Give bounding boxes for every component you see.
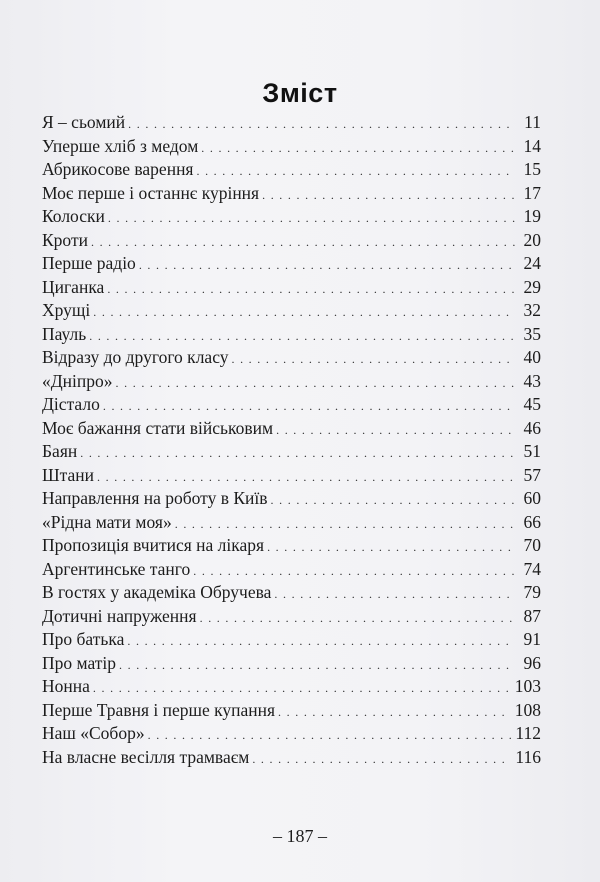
toc-entry (42, 111, 541, 135)
toc-entry-title: Направлення на роботу в Київ (42, 488, 268, 508)
toc-entry-title: Уперше хліб з медом (42, 135, 199, 156)
toc-entry-page: 112 (515, 723, 541, 743)
toc-entry-title: Відразу до другого класу (42, 347, 229, 367)
toc-entry-page: 19 (523, 206, 541, 226)
dot-leader (93, 301, 515, 325)
toc-entry-page: 35 (523, 323, 541, 344)
dot-leader (193, 560, 515, 584)
toc-entry-title: Моє перше і останнє куріння (42, 182, 260, 203)
toc-entry (42, 299, 541, 323)
toc-entry (42, 417, 541, 441)
toc-entry (42, 558, 541, 582)
toc-entry-title: Перше радіо (42, 253, 136, 273)
toc-entry-page: 74 (523, 558, 541, 579)
page-title: Зміст (262, 78, 338, 108)
dot-leader (127, 630, 515, 654)
toc-entry (42, 464, 541, 488)
dot-leader (262, 184, 515, 208)
toc-entry-title: Баян (42, 441, 78, 461)
toc-entry-title: Пауль (42, 323, 87, 344)
toc-entry-page: 66 (523, 511, 541, 532)
toc-entry (42, 746, 541, 770)
toc-entry-title: Дотичні напруження (42, 605, 197, 626)
toc-entry-title: Циганка (42, 276, 105, 297)
toc-entry-title: Наш «Собор» (42, 723, 145, 743)
toc-entry-page: 45 (523, 394, 541, 414)
toc-entry-title: Про батька (42, 629, 125, 649)
dot-leader (91, 231, 515, 255)
toc-entry-page: 32 (523, 300, 541, 320)
toc-entry-page: 17 (523, 182, 541, 203)
toc-entry (42, 182, 541, 206)
toc-entry-title: Пропозиція вчитися на лікаря (42, 535, 265, 555)
toc-entry (42, 205, 541, 229)
toc-entry-page: 96 (523, 652, 541, 673)
toc-entry-title: Нонна (42, 676, 90, 696)
toc-entry-page: 87 (523, 605, 541, 626)
dot-leader (128, 113, 515, 137)
toc-entry-title: Аргентинське танго (42, 558, 191, 579)
dot-leader (278, 701, 511, 725)
toc-entry-page: 20 (523, 229, 541, 250)
dot-leader (80, 442, 515, 466)
dot-leader (89, 325, 515, 349)
toc-entry-page: 116 (515, 746, 541, 767)
dot-leader (107, 278, 515, 302)
toc-entry-title: «Дніпро» (42, 370, 113, 391)
toc-entry-page: 40 (523, 347, 541, 367)
toc-entry (42, 393, 541, 417)
toc-entry-page: 14 (523, 135, 541, 156)
toc-entry-page: 46 (523, 417, 541, 438)
dot-leader (201, 137, 515, 161)
toc-entry (42, 346, 541, 370)
toc-entry (42, 675, 541, 699)
toc-entry (42, 534, 541, 558)
dot-leader (139, 254, 515, 278)
toc-entry (42, 699, 541, 723)
dot-leader (200, 607, 515, 631)
toc-entry (42, 229, 541, 253)
table-of-contents (42, 111, 541, 769)
dot-leader (93, 677, 511, 701)
toc-entry-page: 15 (523, 159, 541, 179)
toc-entry-page: 103 (514, 676, 541, 696)
toc-entry-page: 51 (523, 441, 541, 461)
toc-entry (42, 652, 541, 676)
toc-entry-title: Дістало (42, 394, 100, 414)
dot-leader (271, 489, 515, 513)
toc-entry-page: 11 (524, 112, 541, 132)
toc-entry-title: Штани (42, 464, 95, 485)
dot-leader (276, 419, 515, 443)
toc-entry-page: 108 (514, 699, 541, 720)
page-number: – 187 – (273, 826, 327, 846)
dot-leader (148, 724, 512, 748)
dot-leader (252, 748, 511, 772)
dot-leader (196, 160, 515, 184)
toc-entry-page: 24 (523, 253, 541, 273)
toc-entry (42, 487, 541, 511)
toc-entry (42, 722, 541, 746)
dot-leader (119, 654, 515, 678)
toc-entry (42, 323, 541, 347)
dot-leader (231, 348, 515, 372)
toc-entry-title: Моє бажання стати військовим (42, 417, 274, 438)
toc-entry-title: Я – сьомий (42, 112, 126, 132)
dot-leader (267, 536, 515, 560)
dot-leader (116, 372, 515, 396)
toc-entry-title: Абрикосове варення (42, 159, 194, 179)
toc-entry-title: «Рідна мати моя» (42, 511, 172, 532)
toc-entry-page: 43 (523, 370, 541, 391)
toc-entry-page: 29 (523, 276, 541, 297)
dot-leader (274, 583, 515, 607)
toc-entry-page: 70 (523, 535, 541, 555)
toc-entry (42, 605, 541, 629)
toc-entry-title: На власне весілля трамваєм (42, 746, 250, 767)
toc-entry (42, 628, 541, 652)
toc-entry-page: 57 (523, 464, 541, 485)
dot-leader (175, 513, 515, 537)
toc-entry (42, 370, 541, 394)
toc-entry-title: Колоски (42, 206, 105, 226)
toc-entry (42, 252, 541, 276)
toc-entry (42, 276, 541, 300)
toc-entry (42, 581, 541, 605)
toc-entry-title: Перше Травня і перше купання (42, 699, 276, 720)
toc-entry (42, 440, 541, 464)
toc-entry-title: Хрущі (42, 300, 91, 320)
dot-leader (103, 395, 515, 419)
toc-entry-title: Кроти (42, 229, 88, 250)
toc-entry-page: 60 (523, 488, 541, 508)
toc-entry (42, 135, 541, 159)
toc-entry (42, 511, 541, 535)
dot-leader (108, 207, 515, 231)
toc-entry-title: Про матір (42, 652, 117, 673)
toc-entry-page: 91 (523, 629, 541, 649)
toc-entry-page: 79 (523, 582, 541, 602)
dot-leader (97, 466, 515, 490)
toc-entry-title: В гостях у академіка Обручева (42, 582, 272, 602)
toc-entry (42, 158, 541, 182)
